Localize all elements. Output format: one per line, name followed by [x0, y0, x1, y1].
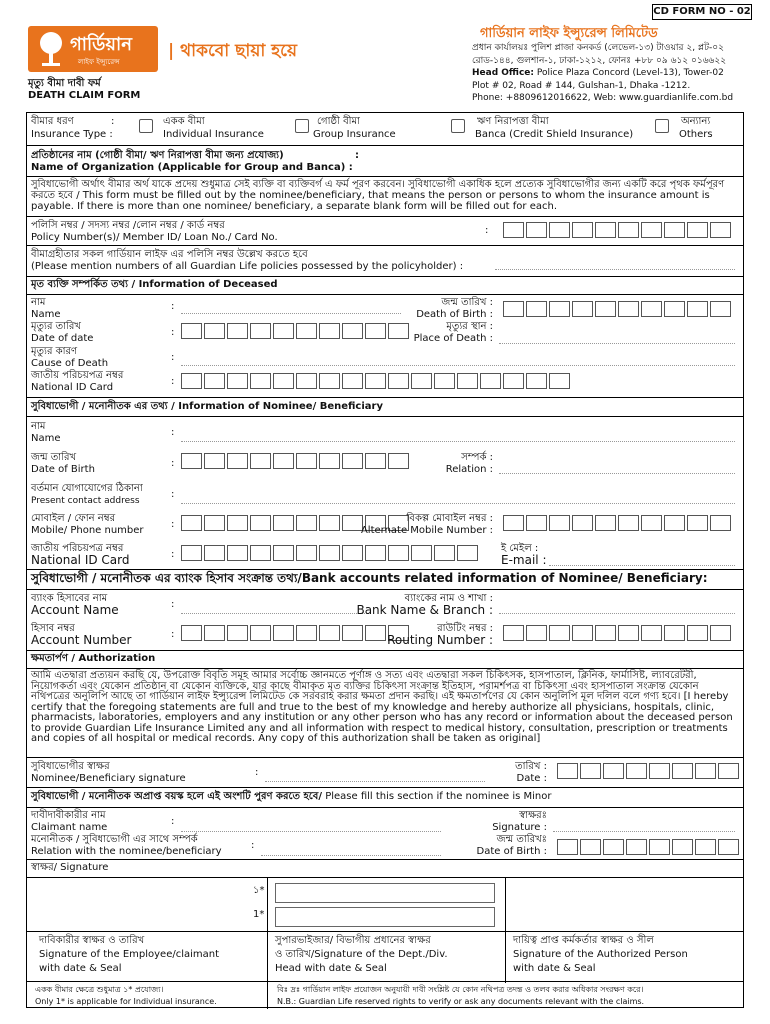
digit-box[interactable]	[710, 625, 731, 641]
divider	[27, 569, 743, 570]
divider	[27, 397, 743, 398]
digit-box[interactable]	[273, 625, 294, 641]
nominee-signature-en: Nominee/Beneficiary signature	[31, 773, 186, 784]
digit-box[interactable]	[549, 301, 570, 317]
deceased-name-colon: :	[171, 301, 175, 312]
org-label-bn: প্রতিষ্ঠানের নাম (গোষ্ঠী বীমা/ ঋণ নিরাপত্তা বীমা জন্য প্রযোজ্য)	[31, 150, 284, 161]
minor-section-title-en: Please fill this section if the nominee is Minor	[322, 791, 552, 802]
account-name-en: Account Name	[31, 603, 119, 617]
nominee-name-input[interactable]	[181, 441, 735, 442]
nominee-dob-boxes[interactable]	[181, 453, 411, 469]
company-address	[472, 42, 752, 105]
account-number-colon: :	[171, 629, 175, 640]
digit-box[interactable]	[526, 301, 547, 317]
divider-vertical	[267, 877, 268, 983]
org-colon: :	[355, 150, 359, 161]
digit-box[interactable]	[580, 763, 601, 779]
digit-box[interactable]	[718, 839, 739, 855]
nominee-name-bn: নাম	[31, 421, 46, 432]
form-number: CD FORM NO - 02	[652, 4, 752, 20]
bank-name-bn: ব্যাংকের নাম ও শাখা :	[404, 593, 493, 604]
digit-box[interactable]	[365, 373, 386, 389]
policy-number-label-en: Policy Number(s)/ Member ID/ Loan No./ Card No.	[31, 232, 278, 243]
signature-mark-en: 1*	[253, 909, 265, 920]
bank-section-title-bn: সুবিধাভোগী / মনোনীতক এর ব্যাংক হিসাব সংক্রান্ত তথ্য/	[31, 571, 302, 585]
digit-box[interactable]	[672, 839, 693, 855]
minor-section-title-bn: সুবিধাভোগী / মনোনীতক অপ্রাপ্ত বয়স্ক হলে এই অংশটি পুরণ করতে হবে/	[31, 791, 323, 802]
digit-box[interactable]	[641, 515, 662, 531]
digit-box[interactable]	[626, 763, 647, 779]
digit-box[interactable]	[342, 545, 363, 561]
digit-box[interactable]	[710, 301, 731, 317]
digit-box[interactable]	[595, 301, 616, 317]
bank-section-title	[31, 572, 708, 584]
insurance-type-label-en: Insurance Type :	[31, 129, 113, 140]
claimant-dob-bn: জন্ম তারিখঃ	[496, 834, 547, 845]
digit-box[interactable]	[603, 839, 624, 855]
routing-number-boxes[interactable]	[503, 625, 733, 641]
form-title-en: DEATH CLAIM FORM	[28, 90, 141, 101]
signature-label: স্বাক্ষর/ Signature	[31, 862, 109, 873]
digit-box[interactable]	[672, 763, 693, 779]
supervisor-sig-col-bn-1: সুপারভাইজার/ বিভাগীয় প্রধানের স্বাক্ষর	[275, 935, 431, 946]
digit-box[interactable]	[319, 453, 340, 469]
digit-box[interactable]	[204, 515, 225, 531]
digit-box[interactable]	[641, 301, 662, 317]
deceased-nid-bn: জাতীয় পরিচয়পত্র নম্বর	[31, 370, 124, 381]
claimant-relation-input[interactable]	[261, 855, 441, 856]
divider	[27, 245, 743, 246]
digit-box[interactable]	[687, 301, 708, 317]
checkbox-individual[interactable]	[139, 119, 153, 133]
digit-box[interactable]	[710, 222, 731, 238]
nominee-email-input[interactable]	[549, 565, 735, 566]
org-label-en: Name of Organization (Applicable for Group and Banca) :	[31, 162, 353, 173]
claimant-relation-bn: মনোনীতক / সুবিধাভোগী এর সাথে সম্পর্ক	[31, 834, 198, 845]
digit-box[interactable]	[227, 373, 248, 389]
digit-box[interactable]	[557, 839, 578, 855]
claimant-sig-col-en-2: with date & Seal	[39, 963, 122, 974]
digit-box[interactable]	[595, 515, 616, 531]
nominee-mobile-bn: মোবাইল / ফোন নম্বর	[31, 513, 116, 524]
digit-box[interactable]	[181, 453, 202, 469]
claimant-dob-boxes[interactable]	[557, 839, 741, 855]
digit-box[interactable]	[411, 373, 432, 389]
account-name-colon: :	[171, 599, 175, 610]
deceased-name-bn: নাম	[31, 297, 46, 308]
nominee-dob-en: Date of Birth	[31, 464, 95, 475]
nominee-email-bn: ই মেইল :	[501, 543, 539, 554]
nominee-signature-bn: সুবিধাভোগীর স্বাক্ষর	[31, 761, 110, 772]
divider	[27, 877, 743, 878]
digit-box[interactable]	[319, 323, 340, 339]
digit-box[interactable]	[603, 763, 624, 779]
option-banca-bn: ঋণ নিরাপত্তা বীমা	[477, 116, 549, 127]
digit-box[interactable]	[342, 373, 363, 389]
divider	[27, 416, 743, 417]
claimant-name-bn: দাবীদাবীকারীর নাম	[31, 810, 106, 821]
option-group-en: Group Insurance	[313, 129, 396, 140]
digit-box[interactable]	[695, 839, 716, 855]
claimant-relation-colon: :	[251, 840, 255, 851]
deceased-name-en: Name	[31, 309, 61, 320]
nominee-address-bn: বর্তমান যোগাযোগের ঠিকানা	[31, 483, 143, 494]
supervisor-sig-col-bn-2: ও তারিখ/Signature of the Dept./Div.	[275, 949, 448, 960]
tagline: | থাকবো ছায়া হয়ে	[168, 41, 297, 61]
digit-box[interactable]	[526, 373, 547, 389]
nb-bn: বিঃ দ্রঃ গার্ডিয়ান লাইফ প্রয়োজন অনুযায়ী দাবী সংশ্লিষ্ট যে কোন নথিপত্র তদন্ত ও তলব করার অধিকার সংরক্ষণ করে।	[277, 985, 644, 994]
divider	[27, 757, 743, 758]
claimant-name-input[interactable]	[181, 831, 441, 832]
supervisor-sig-col-en: Head with date & Seal	[275, 963, 387, 974]
divider	[27, 859, 743, 860]
digit-box[interactable]	[503, 515, 524, 531]
digit-box[interactable]	[618, 301, 639, 317]
checkbox-group[interactable]	[295, 119, 309, 133]
note-en: Only 1* is applicable for Individual insurance.	[35, 997, 217, 1006]
nominee-signature-colon: :	[255, 767, 259, 778]
digit-box[interactable]	[227, 625, 248, 641]
digit-box[interactable]	[503, 373, 524, 389]
divider	[27, 145, 743, 146]
digit-box[interactable]	[664, 515, 685, 531]
logo-name: গার্ডিয়ান	[70, 34, 132, 55]
digit-box[interactable]	[388, 373, 409, 389]
nominee-alt-mobile-boxes[interactable]	[503, 515, 733, 531]
divider	[27, 931, 743, 932]
signature-field-1-en[interactable]	[275, 907, 495, 927]
authorization-statement-en: [I hereby certify that the foregoing statements are full and true to the best of my knowledge and hereby authorize all physicians, hospitals, clinic, pharmacists, laboratories, employers and any institution or any other person who has any record or information about the deceased person to provide Guardian Life Insurance Limited any and all information with respect to medical history, consultation, prescription or treatments and copies of all hospital or medical records. Any copy of this authorization shall be taken as original]	[31, 691, 733, 744]
divider	[27, 176, 743, 177]
digit-box[interactable]	[227, 515, 248, 531]
digit-box[interactable]	[687, 515, 708, 531]
digit-box[interactable]	[618, 625, 639, 641]
nominee-dob-colon: :	[171, 458, 175, 469]
authorization-section-title: ক্ষমতার্পণ / Authorization	[31, 653, 156, 664]
other-policies-label-en: (Please mention numbers of all Guardian Life policies possessed by the policyholder) :	[31, 261, 464, 272]
claimant-name-colon: :	[171, 816, 175, 827]
digit-box[interactable]	[181, 373, 202, 389]
claimant-dob-en: Date of Birth :	[476, 846, 547, 857]
digit-box[interactable]	[273, 373, 294, 389]
other-policies-label-bn: বীমাগ্রহীতার সকল গার্ডিয়ান লাইফ এর পলিসি নম্বর উল্লেখ করতে হবে	[31, 249, 308, 260]
beneficiary-note-en: This form must be filled out by the nominee/beneficiary, that means the person or persons to whom the insurance amount is payable. If there is more than one nominee/ beneficiary, a separate blank form will be filled out for each.	[31, 190, 710, 212]
nominee-mobile-en: Mobile/ Phone number	[31, 525, 144, 536]
address-bn-line-1: প্রধান কার্যালয়ঃ পুলিশ প্লাজা কনকর্ড (লেভেল-১৩) টাওয়ার ২, প্লট-০২	[472, 43, 724, 53]
authorization-statement-bn: আমি এতদ্বারা প্রত্যয়ন করছি যে, উপরোক্ত বিবৃতি সমূহ আমার সর্বোচ্চ জ্ঞানমতে পূর্ণাঙ্গ ও সত্য এবং এতদ্বারা সকল চিকিৎসক, হাসপাতাল, ক্লিনিক, ফার্মাসিষ্ট, ল্যাবরেটরী, নিয়োগকর্তা এবং যেকোন প্রতিষ্ঠান বা যেকোন ব্যক্তিকে, যার কাছে বীমাকৃত মৃত ব্যক্তির চিকিৎসা সংক্রান্ত ইতিহাস, পরামর্শপত্র বা চিকিৎসা এবং হাসপাতাল সংক্রান্ত যেকোন নথিপত্রের অনুলিপি আছে তা গার্ডিয়ান লাইফ ইন্স্যুরেন্স লিমিটেড কে সরবরাহ করার ক্ষমতা প্রদান করছি। এই ক্ষমতার্পণের যে কোন অনুলিপি মূল দলিল বলে গণ্য হবে।	[31, 670, 699, 702]
deceased-cause-bn: মৃত্যুর কারণ	[31, 346, 78, 357]
digit-box[interactable]	[664, 625, 685, 641]
digit-box[interactable]	[457, 373, 478, 389]
nominee-name-colon: :	[171, 427, 175, 438]
digit-box[interactable]	[250, 625, 271, 641]
digit-box[interactable]	[227, 323, 248, 339]
digit-box[interactable]	[457, 545, 478, 561]
digit-box[interactable]	[388, 453, 409, 469]
nominee-nid-en: National ID Card	[31, 553, 130, 567]
digit-box[interactable]	[695, 763, 716, 779]
digit-box[interactable]	[296, 323, 317, 339]
claim-form-frame	[26, 112, 744, 1008]
digit-box[interactable]	[687, 625, 708, 641]
digit-box[interactable]	[718, 763, 739, 779]
form-title-bn: মৃত্যু বীমা দাবী ফর্ম	[28, 78, 101, 89]
digit-box[interactable]	[181, 515, 202, 531]
head-office-text: Police Plaza Concord (Level-13), Tower-02	[534, 68, 724, 78]
digit-box[interactable]	[273, 545, 294, 561]
account-number-en: Account Number	[31, 633, 132, 647]
claimant-relation-en: Relation with the nominee/beneficiary	[31, 846, 222, 857]
digit-box[interactable]	[618, 222, 639, 238]
routing-number-en: Routing Number :	[387, 633, 493, 647]
deceased-name-input[interactable]	[181, 313, 401, 314]
deceased-nid-boxes[interactable]	[181, 373, 572, 389]
divider-vertical	[505, 877, 506, 983]
deceased-cause-colon: :	[171, 352, 175, 363]
nb-en: N.B.: Guardian Life reserved rights to verify or ask any documents relevant with the claims.	[277, 997, 645, 1006]
nominee-alt-mobile-bn: বিকল্প মোবাইল নম্বর :	[406, 513, 493, 524]
policy-number-colon: :	[485, 225, 489, 236]
digit-box[interactable]	[434, 545, 455, 561]
claimant-signature-bn: স্বাক্ষরঃ	[519, 810, 547, 821]
claimant-signature-en: Signature :	[492, 822, 547, 833]
digit-box[interactable]	[572, 515, 593, 531]
digit-box[interactable]	[664, 222, 685, 238]
digit-box[interactable]	[434, 373, 455, 389]
digit-box[interactable]	[181, 545, 202, 561]
auth-date-en: Date :	[516, 773, 547, 784]
nominee-relation-input[interactable]	[499, 473, 735, 474]
deceased-cause-en: Cause of Death	[31, 358, 109, 369]
deceased-dob-boxes[interactable]	[503, 301, 733, 317]
digit-box[interactable]	[273, 515, 294, 531]
option-group-bn: গোষ্ঠী বীমা	[317, 116, 360, 127]
address-en-line-1	[472, 67, 752, 80]
digit-box[interactable]	[250, 373, 271, 389]
option-individual-en: Individual Insurance	[163, 129, 264, 140]
digit-box[interactable]	[549, 222, 570, 238]
insurance-type-label-bn: বীমার ধরণ	[31, 116, 74, 127]
address-en-line-3: Phone: +8809612016622, Web: www.guardianlife.com.bd	[472, 93, 734, 103]
digit-box[interactable]	[549, 515, 570, 531]
nominee-address-en: Present contact address	[31, 496, 140, 506]
account-number-bn: হিসাব নম্বর	[31, 623, 75, 634]
note-bn: একক বীমার ক্ষেত্রে শুধুমাত্র ১* প্রযোজ্য।	[35, 985, 164, 994]
deceased-dod-bn: মৃত্যুর তারিখ	[31, 321, 81, 332]
divider	[27, 294, 743, 295]
checkbox-banca[interactable]	[451, 119, 465, 133]
digit-box[interactable]	[664, 301, 685, 317]
policy-number-label-bn: পলিসি নম্বর / সদস্য নম্বর /লোন নম্বর / কার্ড নম্বর	[31, 220, 225, 231]
nominee-nid-boxes[interactable]	[181, 545, 480, 561]
deceased-nid-colon: :	[171, 376, 175, 387]
divider	[27, 668, 743, 669]
digit-box[interactable]	[296, 373, 317, 389]
logo-subtitle: লাইফ ইন্স্যুরেন্স	[78, 58, 120, 66]
option-individual-bn: একক বীমা	[163, 116, 205, 127]
auth-date-boxes[interactable]	[557, 763, 741, 779]
digit-box[interactable]	[181, 625, 202, 641]
auth-date-bn: তারিখ :	[515, 761, 547, 772]
insurance-type-colon: :	[111, 116, 115, 127]
digit-box[interactable]	[503, 625, 524, 641]
nominee-section-title: সুবিধাভোগী / মনোনীতক এর তথ্য / Information of Nominee/ Beneficiary	[31, 401, 383, 412]
digit-box[interactable]	[618, 515, 639, 531]
authorized-sig-col-en-1: Signature of the Authorized Person	[513, 949, 688, 960]
digit-box[interactable]	[572, 301, 593, 317]
signature-mark-bn: ১*	[253, 885, 265, 896]
claimant-sig-col-bn: দাবিকারীর স্বাক্ষর ও তারিখ	[39, 935, 145, 946]
deceased-dod-en: Date of date	[31, 333, 94, 344]
nominee-signature-input[interactable]	[265, 781, 485, 782]
digit-box[interactable]	[296, 453, 317, 469]
digit-box[interactable]	[526, 222, 547, 238]
routing-number-bn: রাউটিং নম্বর :	[437, 623, 493, 634]
digit-box[interactable]	[342, 453, 363, 469]
divider	[27, 807, 743, 808]
digit-box[interactable]	[204, 453, 225, 469]
nominee-dob-bn: জন্ম তারিখ	[31, 452, 77, 463]
claimant-sig-col-en-1: Signature of the Employee/claimant	[39, 949, 220, 960]
digit-box[interactable]	[250, 515, 271, 531]
digit-box[interactable]	[572, 625, 593, 641]
divider	[27, 787, 743, 788]
digit-box[interactable]	[710, 515, 731, 531]
digit-box[interactable]	[250, 323, 271, 339]
signature-field-1-bn[interactable]	[275, 883, 495, 903]
digit-box[interactable]	[572, 222, 593, 238]
digit-box[interactable]	[181, 323, 202, 339]
deceased-section-title: মৃত ব্যক্তি সম্পর্কিত তথ্য / Information of Deceased	[31, 279, 278, 290]
digit-box[interactable]	[480, 373, 501, 389]
company-name: গার্ডিয়ান লাইফ ইন্স্যুরেন্স লিমিটেড	[480, 26, 658, 41]
digit-box[interactable]	[649, 763, 670, 779]
digit-box[interactable]	[273, 453, 294, 469]
divider	[27, 589, 743, 590]
bank-section-title-en: Bank accounts related information of Nominee/ Beneficiary:	[301, 571, 708, 585]
nominee-nid-colon: :	[171, 549, 175, 560]
beneficiary-note	[31, 179, 739, 212]
option-others-en: Others	[679, 129, 713, 140]
digit-box[interactable]	[595, 625, 616, 641]
claimant-name-en: Claimant name	[31, 822, 108, 833]
deceased-dob-bn: জন্ম তারিখ :	[441, 297, 493, 308]
digit-box[interactable]	[296, 625, 317, 641]
account-name-bn: ব্যাংক হিসাবের নাম	[31, 593, 108, 604]
digit-box[interactable]	[649, 839, 670, 855]
deceased-dob-en: Death of Birth :	[416, 309, 493, 320]
digit-box[interactable]	[626, 839, 647, 855]
deceased-cause-input[interactable]	[181, 365, 735, 366]
divider-vertical	[267, 981, 268, 1009]
other-policies-input[interactable]	[495, 269, 735, 270]
nominee-alt-mobile-en: Alternate Mobile Number :	[360, 525, 493, 536]
digit-box[interactable]	[319, 373, 340, 389]
digit-box[interactable]	[204, 373, 225, 389]
digit-box[interactable]	[580, 839, 601, 855]
digit-box[interactable]	[388, 545, 409, 561]
digit-box[interactable]	[273, 323, 294, 339]
digit-box[interactable]	[296, 515, 317, 531]
digit-box[interactable]	[204, 545, 225, 561]
divider	[27, 276, 743, 277]
digit-box[interactable]	[296, 545, 317, 561]
digit-box[interactable]	[641, 625, 662, 641]
address-en-line-2: Plot # 02, Road # 144, Gulshan-1, Dhaka -1212.	[472, 80, 691, 91]
checkbox-others[interactable]	[655, 119, 669, 133]
authorization-statement	[31, 671, 739, 745]
head-office-label: Head Office:	[472, 68, 535, 78]
digit-box[interactable]	[342, 323, 363, 339]
authorized-sig-col-bn: দায়িত্ব প্রাপ্ত কর্মকর্তার স্বাক্ষর ও সীল	[513, 935, 654, 946]
divider	[27, 216, 743, 217]
address-bn-line-2: রোড-১৪৪, গুলশান-১, ঢাকা-১২১২, ফোনঃ +৮৮ ০৯ ৬১২ ০১৬৬২২	[472, 55, 727, 66]
digit-box[interactable]	[503, 301, 524, 317]
digit-box[interactable]	[204, 625, 225, 641]
option-banca-en: Banca (Credit Shield Insurance)	[475, 129, 634, 140]
nominee-mobile-colon: :	[171, 519, 175, 530]
digit-box[interactable]	[641, 222, 662, 238]
divider	[27, 981, 743, 982]
digit-box[interactable]	[549, 625, 570, 641]
divider	[27, 650, 743, 651]
policy-number-boxes[interactable]	[503, 222, 733, 238]
bank-name-en: Bank Name & Branch :	[356, 603, 493, 617]
digit-box[interactable]	[595, 222, 616, 238]
nominee-relation-en: Relation :	[445, 464, 493, 475]
digit-box[interactable]	[365, 453, 386, 469]
digit-box[interactable]	[687, 222, 708, 238]
digit-box[interactable]	[204, 323, 225, 339]
beneficiary-note-bn: সুবিধাভোগী অর্থাৎ বীমার অর্থ যাকে প্রদেয় শুধুমাত্র সেই ব্যক্তি বা ব্যক্তিবর্গ এ ফর্ম পূরণ করবেন। সুবিধাভোগী একাধিক হলে প্রত্যেক সুবিধাভোগীর জন্য একটি করে পৃথক ফর্মপূরণ করতে হবে /	[31, 179, 725, 201]
nominee-email-en: E-mail :	[501, 553, 547, 567]
digit-box[interactable]	[319, 545, 340, 561]
authorized-sig-col-en-2: with date & Seal	[513, 963, 596, 974]
bank-name-input[interactable]	[499, 613, 735, 614]
digit-box[interactable]	[503, 222, 524, 238]
nominee-address-input[interactable]	[181, 503, 735, 504]
claimant-signature-input[interactable]	[553, 831, 735, 832]
digit-box[interactable]	[557, 763, 578, 779]
digit-box[interactable]	[526, 625, 547, 641]
digit-box[interactable]	[526, 515, 547, 531]
digit-box[interactable]	[411, 545, 432, 561]
nominee-name-en: Name	[31, 433, 61, 444]
deceased-nid-en: National ID Card	[31, 382, 114, 393]
digit-box[interactable]	[365, 323, 386, 339]
digit-box[interactable]	[227, 453, 248, 469]
digit-box[interactable]	[250, 453, 271, 469]
deceased-pod-input[interactable]	[499, 343, 735, 344]
option-others-bn: অন্যান্য	[681, 116, 711, 127]
nominee-nid-bn: জাতীয় পরিচয়পত্র নম্বর	[31, 543, 124, 554]
digit-box[interactable]	[227, 545, 248, 561]
nominee-address-colon: :	[171, 489, 175, 500]
digit-box[interactable]	[365, 545, 386, 561]
deceased-pod-en: Place of Death :	[413, 333, 493, 344]
tree-logo-icon	[34, 30, 68, 68]
deceased-pod-bn: মৃত্যুর স্থান :	[446, 321, 493, 332]
nominee-relation-bn: সম্পর্ক :	[461, 452, 493, 463]
deceased-dod-boxes[interactable]	[181, 323, 411, 339]
deceased-dod-colon: :	[171, 327, 175, 338]
digit-box[interactable]	[549, 373, 570, 389]
minor-section-title	[31, 791, 552, 803]
digit-box[interactable]	[250, 545, 271, 561]
